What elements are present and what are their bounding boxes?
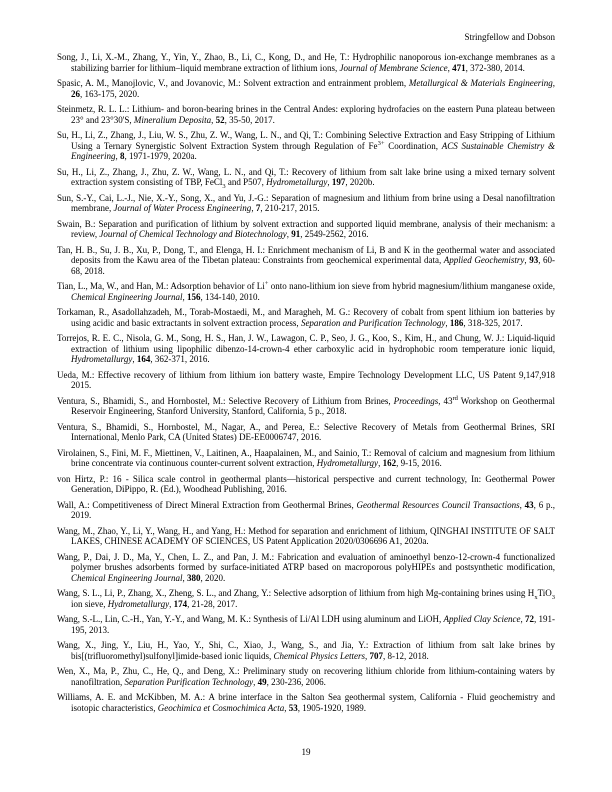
reference-text-segment: , xyxy=(445,317,450,328)
reference-entry xyxy=(57,552,555,584)
reference-text-segment: , 60-68, 2018. xyxy=(71,255,556,276)
reference-text-segment: Williams, A. E. and McKibben, M. A.: A brine interface in the Salton Sea geothermal system, California - Fluid geochemistry and isotopic characteristics, xyxy=(57,692,555,713)
reference-entry xyxy=(57,614,555,635)
reference-entry xyxy=(57,692,555,713)
reference-text-segment: , xyxy=(211,114,216,125)
reference-entry xyxy=(57,474,555,495)
reference-entry xyxy=(57,422,555,443)
reference-text-segment: 3+ xyxy=(377,139,385,147)
reference-text-segment: , xyxy=(286,229,292,239)
reference-text-segment: , 21-28, 2017. xyxy=(187,598,238,609)
reference-text-segment: , xyxy=(182,291,187,302)
reference-text-segment: Applied Geochemistry xyxy=(443,255,525,265)
reference-entry xyxy=(57,640,555,661)
reference-text-segment: Ueda, M.: Effective recovery of lithium from lithium ion battery waste, Empire Technology Development LLC, US Patent 9,147,918 2015. xyxy=(57,369,555,390)
reference-text-segment: , 318-325, 2017. xyxy=(463,317,523,328)
reference-entry xyxy=(57,333,555,365)
reference-entry xyxy=(57,526,555,547)
reference-text-segment: Swain, B.: Separation and purification of lithium by solvent extraction and supported liquid membrane, analysis of their mechanism: a review, xyxy=(57,218,555,239)
reference-entry xyxy=(57,52,555,73)
reference-text-segment: , 1905-1920, 1989. xyxy=(297,702,367,713)
reference-text-segment: 471 xyxy=(452,62,466,73)
reference-text-segment: , 8-12, 2018. xyxy=(382,650,429,661)
reference-entry xyxy=(57,281,555,302)
reference-text-segment: , 362-371, 2016. xyxy=(150,354,210,364)
reference-text-segment: Journal of Chemical Technology and Biotechnology xyxy=(99,229,287,239)
reference-text-segment: , 134-140, 2010. xyxy=(200,291,260,302)
reference-text-segment: Su, H., Li, Z., Zhang, J., Liu, W. S., Zhu, Z. W., Wang, L. N., and Qi, T.: Combining Selective Extraction and Easy Stripping of Lithium Using a Ternary Synergistic Solvent Extraction System through Regulation of Fe xyxy=(57,130,555,151)
reference-text-segment: Wang, S.-L., Lin, C.-H., Yan, Y.-Y., and Wang, M. K.: Synthesis of Li/Al LDH using aluminum and LiOH, xyxy=(57,614,444,624)
reference-text-segment: , xyxy=(115,151,120,161)
reference-text-segment: , xyxy=(378,458,383,468)
reference-text-segment: Chemical Physics Letters xyxy=(273,650,365,661)
reference-text-segment: Torkaman, R., Asadollahzadeh, M., Torab-Mostaedi, M., and Maragheh, M. G.: Recovery of cobalt from spent lithium ion batteries by using acidic and basic extractants in solvent extraction process, xyxy=(57,307,555,328)
reference-text-segment: , 230-236, 2006. xyxy=(266,676,326,687)
reference-entry xyxy=(57,78,555,99)
reference-text-segment: , 163-175, 2020. xyxy=(80,88,140,99)
reference-text-segment: + xyxy=(264,280,269,287)
reference-text-segment: Journal of Water Process Engineering xyxy=(113,203,252,213)
reference-text-segment: , 2549-2562, 2016. xyxy=(300,229,369,239)
reference-text-segment: , xyxy=(251,203,256,213)
reference-text-segment: , xyxy=(524,255,530,265)
reference-text-segment: Workshop on Geothermal Reservoir Engineering, Stanford University, Stanford, California, 5 p., 2018. xyxy=(71,395,556,416)
reference-text-segment: 26 xyxy=(71,88,80,99)
reference-text-segment: 186 xyxy=(449,317,464,328)
reference-text-segment: , xyxy=(364,650,370,661)
reference-text-segment: Sun, S.-Y., Cai, L.-J., Nie, X.-Y., Song, X., and Yu, J.-G.: Separation of magnesium and lithium from brine using a Desal nanofiltration membrane, xyxy=(57,192,555,213)
reference-text-segment: 8 xyxy=(120,151,125,161)
reference-text-segment: Virolainen, S., Fini, M. F., Miettinen, V., Laitinen, A., Haapalainen, M., and Sainio, T.: Removal of calcium and magnesium from lithium brine concentrate via continuous counter-current solvent extraction, xyxy=(57,447,555,468)
reference-text-segment: and P507, xyxy=(225,177,267,187)
reference-text-segment: Wang, P., Dai, J. D., Ma, Y., Chen, L. Z., and Pan, J. M.: Fabrication and evaluation of aminoethyl benzo-12-crown-4 functionalized polymer brushes adsorbents formed by surface-initiated ATRP based on macroporous polyHIPEs and postsynthetic modification, xyxy=(57,551,555,572)
reference-text-segment: 174 xyxy=(173,598,188,609)
reference-text-segment: , 6 p., 2019. xyxy=(71,499,555,520)
reference-text-segment: , xyxy=(552,78,555,88)
reference-text-segment: Chemical Engineering Journal xyxy=(71,572,183,583)
reference-text-segment: 3 xyxy=(551,593,555,601)
reference-text-segment: Tian, L., Ma, W., and Han, M.: Adsorption behavior of Li xyxy=(57,281,265,291)
reference-entry xyxy=(57,500,555,521)
reference-text-segment: 3 xyxy=(222,182,226,190)
reference-text-segment: onto nano-lithium ion sieve from hybrid magnesium/lithium manganese oxide, xyxy=(268,281,555,291)
references-list xyxy=(57,52,555,718)
reference-text-segment: Mineralium Deposita xyxy=(133,114,212,125)
reference-text-segment: rd xyxy=(452,394,458,402)
reference-text-segment: Spasic, A. M., Manojlovic, V., and Jovanovic, M.: Solvent extraction and entrainment problem, xyxy=(57,78,409,88)
reference-text-segment: Hydrometallurgy xyxy=(107,598,170,609)
reference-entry xyxy=(57,167,555,188)
reference-text-segment: 43 xyxy=(524,499,534,510)
reference-text-segment: 52 xyxy=(215,114,225,125)
reference-text-segment: Separation and Purification Technology xyxy=(300,317,446,328)
reference-text-segment: , 210-217, 2015. xyxy=(260,203,320,213)
reference-text-segment: 53 xyxy=(288,702,298,713)
reference-text-segment: , xyxy=(284,702,289,713)
reference-text-segment: 380 xyxy=(186,572,201,583)
reference-text-segment: ACS Sustainable Chemistry & Engineering xyxy=(71,140,556,161)
reference-text-segment: Wang, S. L., Li, P., Zhang, X., Zheng, S. L., and Zhang, Y.: Selective adsorption of lithium from high Mg-containing brines using H xyxy=(57,588,535,598)
reference-text-segment: Song, J., Li, X.-M., Zhang, Y., Yin, Y., Zhao, B., Li, C., Kong, D., and He, T.: Hydrophilic nanoporous ion-exchange membranes as a stabilizing barrier for lithium–liquid membrane extraction of lithium ions, xyxy=(57,52,555,73)
reference-entry xyxy=(57,666,555,687)
reference-text-segment: Applied Clay Science xyxy=(443,614,521,624)
reference-text-segment: Ventura, S., Bhamidi, S., and Hornbostel, M.: Selective Recovery of Lithium from Brines, xyxy=(57,395,394,406)
reference-text-segment: Coordination, xyxy=(384,140,442,151)
reference-entry xyxy=(57,588,555,609)
reference-text-segment: Wang, X., Jing, Y., Liu, H., Yao, Y., Shi, C., Xiao, J., Wang, S., and Jia, Y.: Extraction of lithium from salt lake brines by bis[(trifluoromethyl)sulfonyl]imide-based ionic liquids, xyxy=(57,640,555,661)
reference-text-segment: Journal of Membrane Science xyxy=(339,62,448,73)
reference-text-segment: Hydrometallurgy xyxy=(266,177,328,187)
reference-text-segment: , 1971-1979, 2020a. xyxy=(124,151,197,161)
reference-text-segment: 162 xyxy=(382,458,397,468)
reference-text-segment: , 35-50, 2017. xyxy=(224,114,275,125)
reference-text-segment: Separation Purification Technology xyxy=(124,676,254,687)
reference-text-segment: Geothermal Resources Council Transactions xyxy=(356,499,520,510)
reference-text-segment: x xyxy=(534,593,538,601)
reference-entry xyxy=(57,193,555,214)
reference-text-segment: 91 xyxy=(291,229,301,239)
reference-entry xyxy=(57,307,555,328)
reference-text-segment: Proceedings xyxy=(393,395,439,406)
reference-text-segment: Tan, H. B., Su, J. B., Xu, P., Dong, T., and Elenga, H. I.: Enrichment mechanism of Li, B and K in the geothermal water and associated deposits from the Kawu area of the Tibetan plateau: Constraints from geochemical experimental data, xyxy=(57,244,555,265)
reference-text-segment: , xyxy=(520,614,525,624)
reference-text-segment: 707 xyxy=(369,650,383,661)
reference-entry xyxy=(57,130,555,162)
reference-text-segment: Metallurgical & Materials Engineering xyxy=(408,78,553,88)
reference-text-segment: , 372-380, 2014. xyxy=(465,62,525,73)
reference-text-segment: Su, H., Li, Z., Zhang, J., Zhu, Z. W., Wang, L. N., and Qi, T.: Recovery of lithium from salt lake brine using a mixed ternary solvent extraction system consisting of TBP, FeCl xyxy=(57,166,555,187)
reference-text-segment: Hydrometallurgy xyxy=(316,458,379,468)
reference-text-segment: 72 xyxy=(525,614,534,624)
reference-text-segment: , xyxy=(519,499,525,510)
reference-text-segment: ion sieve, xyxy=(71,598,108,609)
reference-entry xyxy=(57,219,555,240)
reference-text-segment: Wall, A.: Competitiveness of Direct Mineral Extraction from Geothermal Brines, xyxy=(57,499,357,510)
reference-text-segment: Wang, M., Zhao, Y., Li, Y., Wang, H., and Yang, H.: Method for separation and enrichment of lithium, QINGHAI INSTITUTE OF SALT LAKES, CHINESE ACADEMY OF SCIENCES, US Patent Application 2020/0306696 A1, 2020a. xyxy=(57,525,555,546)
reference-entry xyxy=(57,245,555,277)
reference-text-segment: 49 xyxy=(257,676,267,687)
reference-entry xyxy=(57,104,555,125)
reference-text-segment: 93 xyxy=(529,255,539,265)
reference-text-segment: 7 xyxy=(255,203,261,213)
reference-text-segment: , xyxy=(327,177,332,187)
reference-text-segment: Steinmetz, R. L. L.: Lithium- and boron-bearing brines in the Central Andes: exploring hydrofacies on the eastern Puna plateau between 23° and 23°30'S, xyxy=(57,104,555,125)
reference-text-segment: Hydrometallurgy xyxy=(71,354,133,364)
reference-text-segment: , xyxy=(253,676,258,687)
reference-text-segment: von Hirtz, P.: 16 - Silica scale control in geothermal plants—historical perspective and current technology, In: Geothermal Power Generation, DiPippo, R. (Ed.), Woodhead Publishing, 2016. xyxy=(57,473,555,494)
reference-text-segment: Geochimica et Cosmochimica Acta xyxy=(157,702,285,713)
reference-text-segment: , 191-195, 2013. xyxy=(71,614,555,635)
running-header xyxy=(57,32,555,43)
reference-text-segment: Chemical Engineering Journal xyxy=(71,291,183,302)
reference-text-segment: Ventura, S., Bhamidi, S., Hornbostel, M., Nagar, A., and Perea, E.: Selective Recovery of Metals from Geothermal Brines, SRI International, Menlo Park, CA (United States) DE-EE0006747, 2016. xyxy=(57,421,555,442)
header-author-text: Stringfellow and Dobson xyxy=(464,32,555,42)
reference-text-segment: , xyxy=(169,598,174,609)
page-number: 19 xyxy=(301,747,311,757)
reference-text-segment: , 43 xyxy=(438,395,453,406)
reference-text-segment: , 2020. xyxy=(200,572,226,583)
reference-text-segment: , 2020b. xyxy=(345,177,375,187)
reference-text-segment: Torrejos, R. E. C., Nisola, G. M., Song, H. S., Han, J. W., Lawagon, C. P., Seo, J. G., Koo, S., Kim, H., and Chung, W. J.: Liquid-liquid extraction of lithium using lipophilic dibenzo-14-crown-4 ether carboxylic acid in hydrophobic room temperature ionic liquid, xyxy=(57,333,555,354)
reference-text-segment: , xyxy=(132,354,137,364)
reference-text-segment: 156 xyxy=(186,291,201,302)
reference-entry xyxy=(57,396,555,417)
reference-entry xyxy=(57,448,555,469)
reference-text-segment: TiO xyxy=(537,588,552,598)
reference-text-segment: 164 xyxy=(136,354,151,364)
reference-text-segment: , xyxy=(447,62,453,73)
reference-text-segment: , 9-15, 2016. xyxy=(396,458,442,468)
reference-entry xyxy=(57,370,555,391)
reference-text-segment: , xyxy=(182,572,187,583)
reference-text-segment: Wen, X., Ma, P., Zhu, C., He, Q., and Deng, X.: Preliminary study on recovering lithium chloride from lithium-containing waters by nanofiltration, xyxy=(57,666,555,687)
reference-text-segment: 197 xyxy=(331,177,346,187)
